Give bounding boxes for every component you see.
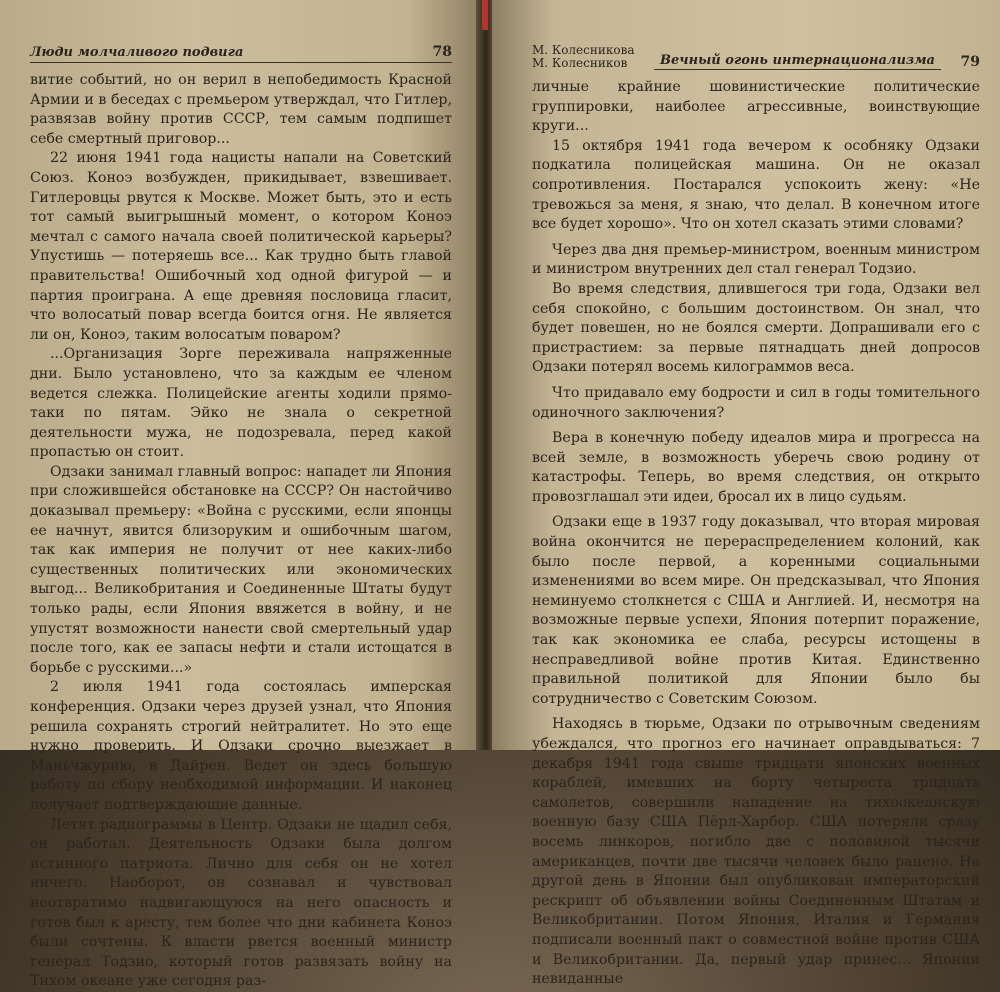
paragraph: личные крайние шовинистические политические группировки, наиболее агрессивные, воинствующие круги...	[532, 79, 980, 135]
paragraph: 22 июня 1941 года нацисты напали на Советский Союз. Коноэ возбужден, прикидывает, взвешивает. Гитлеровцы рвутся к Москве. Может быть, это и есть тот самый выигрышный момент, о котором Коноэ мечтал с самого начала своей политической карьеры? Упустишь — потеряешь все... Как трудно быть главой правительства! Ошибочный ход одной фигурой — и партия проиграна. А еще древняя пословица гласит, что волосатый повар всегда боится огня. Не является ли он, Коноэ, таким волосатым поваром?	[30, 150, 452, 343]
authors	[532, 44, 635, 70]
paragraph: Что придавало ему бодрости и сил в годы томительного одиночного заключения?	[532, 384, 980, 421]
paragraph: Находясь в тюрьме, Одзаки по отрывочным сведениям убеждался, что прогноз его начинает оправдываться: 7 декабря 1941 года свыше тридцати японских военных кораблей, имевших на борту четыреста тридцать самолетов, совершили нападение на тихоокеанскую военную базу США Пёрл-Харбор. США потеряли сразу восемь линкоров, погибло две с половиной тысячи американцев, почти две тысячи человек было ранено. На другой день в Японии был опубликован императорский рескрипт об объявлении войны Соединенным Штатам и Великобритании. Потом Япония, Италия и Германия подписали военный пакт о совместной войне против США и Великобритании. Да, первый удар принес... Японии невиданные	[532, 716, 980, 988]
paragraph: 2 июля 1941 года состоялась имперская конференция. Одзаки через друзей узнал, что Япония решила сохранять строгий нейтралитет. Но это еще нужно проверить. И Одзаки срочно выезжает в Маньчжурию, в Дайрен. Ведет он здесь большую работу по сбору необходимой информации. И наконец получает подтверждающие данные.	[30, 679, 452, 813]
paragraph: ...Организация Зорге переживала напряженные дни. Было установлено, что за каждым ее членом ведется слежка. Полицейские агенты ходили прямо-таки по пятам. Эйко не знала о секретной деятельности мужа, не подозревала, перед какой пропастью он стоит.	[30, 346, 452, 461]
paragraph: Одзаки занимал главный вопрос: нападет ли Япония при сложившейся обстановке на СССР? Он настойчиво доказывал премьеру: «Война с русскими, если японцы ее начнут, явится близоруким и ошибочным шагом, так как империя не получит от нее каких-либо существенных политических или экономических выгод... Великобритания и Соединенные Штаты будут только рады, если Япония ввяжется в войну, и не упустят возможности нанести свой смертельный удар после того, как ее запасы нефти и стали истощатся в борьбе с русскими...»	[30, 463, 452, 676]
paragraph: Одзаки еще в 1937 году доказывал, что вторая мировая война окончится не перераспределением колоний, как было после первой, а коренными социальными изменениями во всем мире. Он предсказывал, что Япония неминуемо столкнется с США и Англией. И, несмотря на возможные первые успехи, Япония потерпит поражение, так как экономика ее слаба, ресурсы истощены в несправедливой войне против Китая. Единственно правильной политикой для Японии было бы сотрудничество с Советским Союзом.	[532, 514, 980, 707]
right-page-number: 79	[960, 54, 980, 70]
left-page-number: 78	[432, 44, 452, 60]
left-page	[0, 0, 480, 990]
left-running-title: Люди молчаливого подвига	[30, 45, 244, 60]
paragraph: Через два дня премьер-министром, военным министром и министром внутренних дел стал генерал Тодзио.	[532, 241, 980, 278]
paragraph: Вера в конечную победу идеалов мира и прогресса на всей земле, в возможность уберечь свою родину от катастрофы. Теперь, во время следствия, он открыто провозглашал эти идеи, бросал их в лицо судьям.	[532, 430, 980, 505]
right-page-header	[532, 44, 980, 72]
paragraph: Летят радиограммы в Центр. Одзаки не щадил себя, он работал. Деятельность Одзаки была долгом истинного патриота. Лично для себя он не хотел ничего. Наоборот, он сознавал и чувствовал неотвратимо надвигающуюся на него опасность и готов был к аресту, тем более что дни кабинета Коноэ были сочтены. К власти рвется военный министр генерал Тодзио, который готов развязать войну на Тихом океане уже сегодня раз-	[30, 816, 452, 990]
right-page	[492, 0, 1000, 988]
right-running-title: Вечный огонь интернационализма	[654, 53, 941, 70]
left-page-header	[30, 44, 452, 63]
author-name: М. Колесникова	[532, 43, 635, 57]
paragraph: витие событий, но он верил в непобедимость Красной Армии и в беседах с премьером утверждал, что Гитлер, развязав войну против СССР, тем самым подпишет себе смертный приговор...	[30, 72, 452, 147]
bookmark-ribbon	[482, 0, 488, 30]
paragraph: 15 октября 1941 года вечером к особняку Одзаки подкатила полицейская машина. Он не оказал сопротивления. Постарался успокоить жену: «Не тревожься за меня, я знаю, что делал. В конечном итоге все будет хорошо». Что он хотел сказать этими словами?	[532, 137, 980, 233]
left-page-text	[30, 71, 452, 992]
author-name: М. Колесников	[532, 56, 628, 70]
right-page-text	[532, 78, 980, 990]
paragraph: Во время следствия, длившегося три года, Одзаки вел себя спокойно, с большим достоинством. Он знал, что будет повешен, но не боялся смерти. Допрашивали его с пристрастием: за первые пятнадцать дней допросов Одзаки потерял восемь килограммов веса.	[532, 280, 980, 376]
